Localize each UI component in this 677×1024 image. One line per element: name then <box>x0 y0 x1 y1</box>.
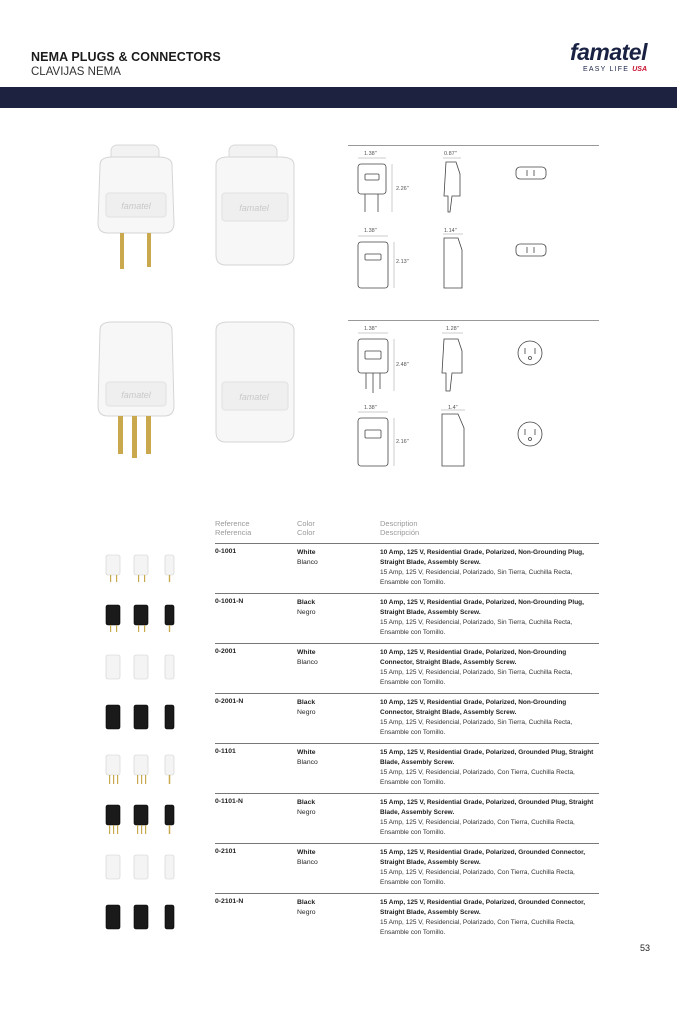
product-thumbnails <box>104 753 184 787</box>
table-row <box>215 843 599 894</box>
product-thumbnail-prong <box>116 625 117 632</box>
cell-reference: 0-2101-N <box>215 898 244 905</box>
product-thumbnail <box>106 755 120 775</box>
product-thumbnail <box>165 855 174 879</box>
plug-3p-photo <box>92 320 182 460</box>
product-thumbnails <box>104 603 184 637</box>
color-es: Negro <box>297 809 316 816</box>
drawing-divider <box>348 320 599 321</box>
product-thumbnail <box>165 755 174 775</box>
header-reference-en: Reference <box>215 519 250 528</box>
product-thumbnail <box>106 905 120 929</box>
dim-width: 1.38" <box>364 326 377 332</box>
cell-color <box>297 648 318 668</box>
product-thumbnail <box>134 805 148 825</box>
color-en: Black <box>297 799 316 806</box>
description-es: 15 Amp, 125 V, Residencial, Polarizado, Con Tierra, Cuchilla Recta, Ensamble con Tornillo. <box>380 919 575 936</box>
product-thumbnails <box>104 803 184 837</box>
cell-description <box>380 798 595 838</box>
header-color-en: Color <box>297 519 315 528</box>
cell-color <box>297 548 318 568</box>
cell-description <box>380 898 595 938</box>
product-thumbnail-prong <box>141 825 142 834</box>
brand-mark: famatel <box>239 392 269 402</box>
product-thumbnail <box>106 605 120 625</box>
product-thumbnail <box>134 605 148 625</box>
product-thumbnail-prong <box>169 825 170 834</box>
cell-reference: 0-2101 <box>215 848 237 855</box>
product-thumbnail-prong <box>113 775 114 784</box>
dim-height: 2.26" <box>396 186 409 192</box>
product-thumbnail-prong <box>145 775 146 784</box>
product-thumbnail <box>165 905 174 929</box>
color-es: Negro <box>297 909 316 916</box>
product-thumbnail <box>106 805 120 825</box>
product-thumbnail <box>106 705 120 729</box>
color-en: Black <box>297 599 316 606</box>
brand-logo <box>547 40 647 73</box>
description-en: 10 Amp, 125 V, Residential Grade, Polarized, Non-Grounding Plug, Straight Blade, Assembly Screw. <box>380 549 584 566</box>
drawing-conn-2p <box>348 228 599 298</box>
header-description-en: Description <box>380 519 418 528</box>
description-es: 15 Amp, 125 V, Residencial, Polarizado, Sin Tierra, Cuchilla Recta, Ensamble con Tornillo. <box>380 719 573 736</box>
dim-height: 2.16" <box>396 439 409 445</box>
product-thumbnail <box>134 655 148 679</box>
cell-description <box>380 848 595 888</box>
cell-description <box>380 748 595 788</box>
cell-reference: 0-2001-N <box>215 698 244 705</box>
brand-tagline-text: EASY LIFE <box>582 66 630 73</box>
cell-reference: 0-1101 <box>215 748 236 755</box>
product-thumbnail-prong <box>141 775 142 784</box>
product-thumbnail <box>134 905 148 929</box>
brand-usa: USA <box>632 66 647 73</box>
drawing-plug-2p <box>348 150 599 225</box>
cell-description <box>380 698 595 738</box>
cell-color <box>297 698 316 718</box>
product-thumbnail-prong <box>117 775 118 784</box>
color-es: Negro <box>297 609 316 616</box>
cell-reference: 0-1001-N <box>215 598 244 605</box>
brand-mark: famatel <box>121 390 151 400</box>
product-thumbnail-prong <box>113 825 114 834</box>
product-thumbnails <box>104 653 184 687</box>
description-en: 10 Amp, 125 V, Residential Grade, Polarized, Non-Grounding Connector, Straight Blade, Assembly Screw. <box>380 649 567 666</box>
connector-2p-photo <box>210 143 300 273</box>
product-thumbnail <box>106 855 120 879</box>
product-thumbnail-prong <box>169 575 170 582</box>
dim-width: 1.38" <box>364 405 377 411</box>
description-en: 10 Amp, 125 V, Residential Grade, Polarized, Non-Grounding Connector, Straight Blade, Assembly Screw. <box>380 699 567 716</box>
color-es: Negro <box>297 709 316 716</box>
col-header-color <box>297 519 315 537</box>
product-thumbnail <box>165 555 174 575</box>
description-en: 15 Amp, 125 V, Residential Grade, Polarized, Grounded Connector, Straight Blade, Assembly Screw. <box>380 849 586 866</box>
brand-mark: famatel <box>239 203 269 213</box>
product-thumbnail-prong <box>145 825 146 834</box>
color-es: Blanco <box>297 859 318 866</box>
product-thumbnail <box>165 705 174 729</box>
brand-name: famatel <box>569 39 647 65</box>
product-thumbnail-prong <box>144 625 145 632</box>
product-thumbnail-prong <box>137 825 138 834</box>
table-row <box>215 543 599 594</box>
table-row <box>215 793 599 844</box>
product-thumbnail-prong <box>109 825 110 834</box>
description-en: 15 Amp, 125 V, Residential Grade, Polarized, Grounded Plug, Straight Blade, Assembly Screw. <box>380 749 594 766</box>
header-reference-es: Referencia <box>215 528 252 537</box>
description-es: 15 Amp, 125 V, Residencial, Polarizado, Con Tierra, Cuchilla Recta, Ensamble con Tornillo. <box>380 819 575 836</box>
drawing-divider <box>348 145 599 146</box>
plug-2p-photo <box>92 143 182 273</box>
product-thumbnail-prong <box>116 575 117 582</box>
color-en: White <box>297 849 316 856</box>
product-thumbnail <box>134 555 148 575</box>
drawing-plug-3p <box>348 325 599 400</box>
color-en: Black <box>297 899 316 906</box>
page-subtitle: CLAVIJAS NEMA <box>31 66 121 78</box>
product-thumbnail-prong <box>169 775 170 784</box>
header-color-es: Color <box>297 528 315 537</box>
product-thumbnails <box>104 703 184 737</box>
description-es: 15 Amp, 125 V, Residencial, Polarizado, Sin Tierra, Cuchilla Recta, Ensamble con Tornillo. <box>380 619 573 636</box>
description-es: 15 Amp, 125 V, Residencial, Polarizado, Con Tierra, Cuchilla Recta, Ensamble con Tornillo. <box>380 769 575 786</box>
table-row <box>215 593 599 644</box>
connector-3p-photo <box>210 320 300 450</box>
dim-depth: 0.87" <box>444 151 457 157</box>
description-en: 15 Amp, 125 V, Residential Grade, Polarized, Grounded Plug, Straight Blade, Assembly Screw. <box>380 799 594 816</box>
color-en: Black <box>297 699 316 706</box>
description-es: 15 Amp, 125 V, Residencial, Polarizado, Sin Tierra, Cuchilla Recta, Ensamble con Tornillo. <box>380 569 573 586</box>
cell-color <box>297 798 316 818</box>
dim-width: 1.38" <box>364 151 377 157</box>
page-title: NEMA PLUGS & CONNECTORS <box>31 50 221 64</box>
cell-description <box>380 648 595 688</box>
product-thumbnail-prong <box>137 775 138 784</box>
color-en: White <box>297 749 316 756</box>
product-thumbnail <box>134 705 148 729</box>
product-thumbnail-prong <box>138 625 139 632</box>
dim-depth: 1.28" <box>446 326 459 332</box>
product-thumbnail <box>134 755 148 775</box>
product-thumbnail <box>106 555 120 575</box>
product-thumbnail-prong <box>109 775 110 784</box>
cell-description <box>380 548 595 588</box>
description-es: 15 Amp, 125 V, Residencial, Polarizado, Sin Tierra, Cuchilla Recta, Ensamble con Tornillo. <box>380 669 573 686</box>
header-band <box>0 87 677 108</box>
cell-reference: 0-1101-N <box>215 798 243 805</box>
product-thumbnail-prong <box>110 625 111 632</box>
product-thumbnail <box>165 805 174 825</box>
color-es: Blanco <box>297 659 318 666</box>
dim-depth: 1.14" <box>444 228 457 234</box>
product-thumbnail-prong <box>169 625 170 632</box>
header-description-es: Descripción <box>380 528 420 537</box>
cell-reference: 0-1001 <box>215 548 237 555</box>
table-row <box>215 643 599 694</box>
brand-mark: famatel <box>121 201 151 211</box>
product-thumbnail <box>165 655 174 679</box>
dim-depth: 1.4" <box>448 405 458 411</box>
product-thumbnail-prong <box>110 575 111 582</box>
color-es: Blanco <box>297 759 318 766</box>
dim-height: 2.13" <box>396 259 409 265</box>
page-number: 53 <box>640 943 651 953</box>
col-header-description <box>380 519 419 537</box>
table-row <box>215 693 599 744</box>
description-en: 10 Amp, 125 V, Residential Grade, Polarized, Non-Grounding Plug, Straight Blade, Assembly Screw. <box>380 599 584 616</box>
cell-color <box>297 848 318 868</box>
brand-tagline <box>547 66 647 73</box>
product-thumbnail <box>106 655 120 679</box>
product-thumbnails <box>104 903 184 937</box>
color-en: White <box>297 649 316 656</box>
product-thumbnail-prong <box>138 575 139 582</box>
product-thumbnails <box>104 853 184 887</box>
col-header-reference <box>215 519 251 537</box>
product-thumbnail <box>165 605 174 625</box>
dim-width: 1.38" <box>364 228 377 234</box>
color-en: White <box>297 549 316 556</box>
product-thumbnails <box>104 553 184 587</box>
cell-color <box>297 598 316 618</box>
table-row <box>215 743 599 794</box>
product-thumbnail <box>134 855 148 879</box>
description-en: 15 Amp, 125 V, Residential Grade, Polarized, Grounded Connector, Straight Blade, Assembly Screw. <box>380 899 586 916</box>
dim-height: 2.48" <box>396 362 409 368</box>
description-es: 15 Amp, 125 V, Residencial, Polarizado, Con Tierra, Cuchilla Recta, Ensamble con Tornillo. <box>380 869 575 886</box>
cell-color <box>297 898 316 918</box>
cell-description <box>380 598 595 638</box>
cell-color <box>297 748 318 768</box>
product-thumbnail-prong <box>117 825 118 834</box>
table-row <box>215 893 599 944</box>
product-thumbnail-prong <box>144 575 145 582</box>
color-es: Blanco <box>297 559 318 566</box>
drawing-conn-3p <box>348 404 599 474</box>
cell-reference: 0-2001 <box>215 648 237 655</box>
